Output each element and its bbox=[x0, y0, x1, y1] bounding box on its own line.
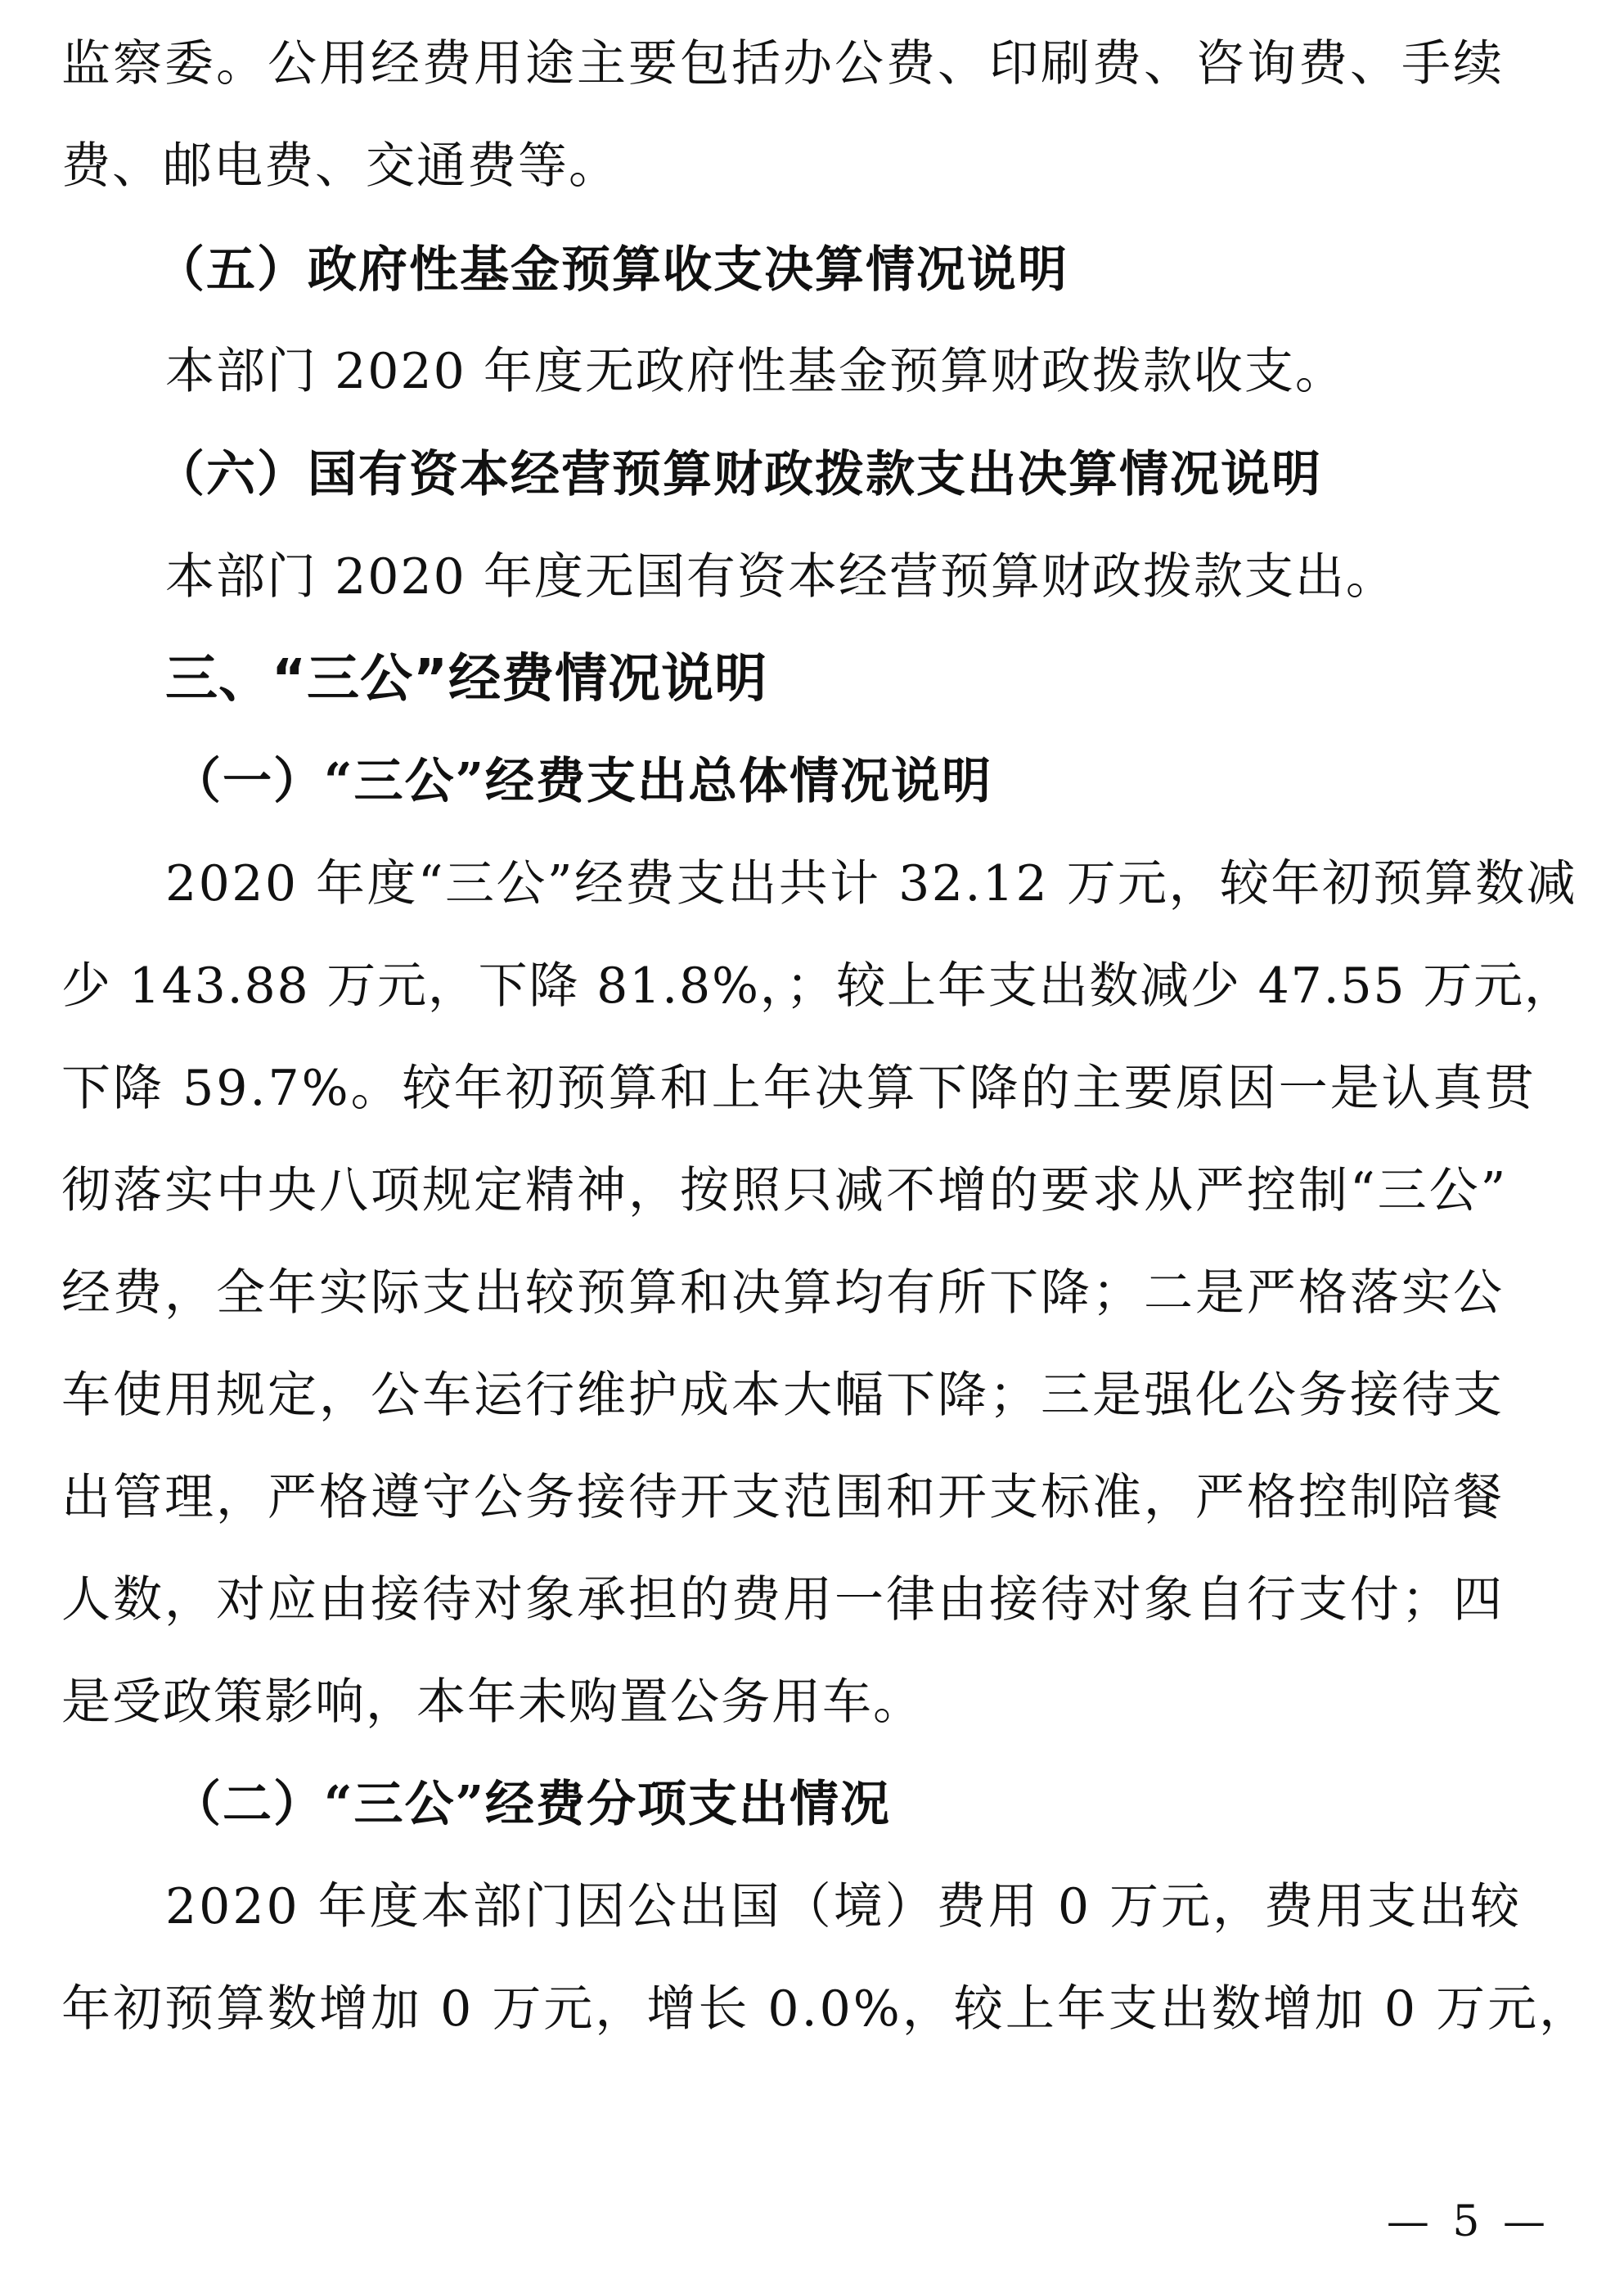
body-text-line: 本部门 2020 年度无政府性基金预算财政拨款收支。 bbox=[165, 343, 1346, 400]
section-heading: （二）“三公”经费分项支出情况 bbox=[172, 1776, 892, 1833]
body-text-line: 本部门 2020 年度无国有资本经营预算财政拨款支出。 bbox=[165, 548, 1397, 606]
body-text-line: 出管理，严格遵守公务接待开支范围和开支标准，严格控制陪餐 bbox=[61, 1469, 1505, 1526]
body-text-line: 2020 年度“三公”经费支出共计 32.12 万元，较年初预算数减 bbox=[165, 855, 1578, 912]
body-text-line: 人数，对应由接待对象承担的费用一律由接待对象自行支付；四 bbox=[61, 1571, 1505, 1629]
section-heading: （五）政府性基金预算收支决算情况说明 bbox=[155, 241, 1068, 299]
page-number: — 5 — bbox=[1386, 2197, 1550, 2246]
section-heading: （一）“三公”经费支出总体情况说明 bbox=[172, 753, 993, 810]
section-heading: （六）国有资本经营预算财政拨款支出决算情况说明 bbox=[155, 446, 1322, 503]
chapter-heading: 三、“三公”经费情况说明 bbox=[165, 649, 768, 710]
body-text-line: 年初预算数增加 0 万元，增长 0.0%，较上年支出数增加 0 万元， bbox=[61, 1980, 1591, 2038]
body-text-line: 经费，全年实际支出较预算和决算均有所下降；二是严格落实公 bbox=[61, 1264, 1505, 1322]
body-text-line: 监察委。公用经费用途主要包括办公费、印刷费、咨询费、手续 bbox=[61, 35, 1505, 92]
body-text-line: 彻落实中央八项规定精神，按照只减不增的要求从严控制“三公” bbox=[61, 1162, 1509, 1219]
body-text-line: 少 143.88 万元，下降 81.8%，；较上年支出数减少 47.55 万元， bbox=[61, 957, 1575, 1015]
body-text-line: 费、邮电费、交通费等。 bbox=[61, 137, 619, 195]
body-text-line: 下降 59.7%。较年初预算和上年决算下降的主要原因一是认真贯 bbox=[61, 1060, 1536, 1117]
body-text-line: 2020 年度本部门因公出国（境）费用 0 万元，费用支出较 bbox=[165, 1878, 1523, 1935]
body-text-line: 是受政策影响，本年未购置公务用车。 bbox=[61, 1674, 924, 1731]
body-text-line: 车使用规定，公车运行维护成本大幅下降；三是强化公务接待支 bbox=[61, 1367, 1505, 1424]
